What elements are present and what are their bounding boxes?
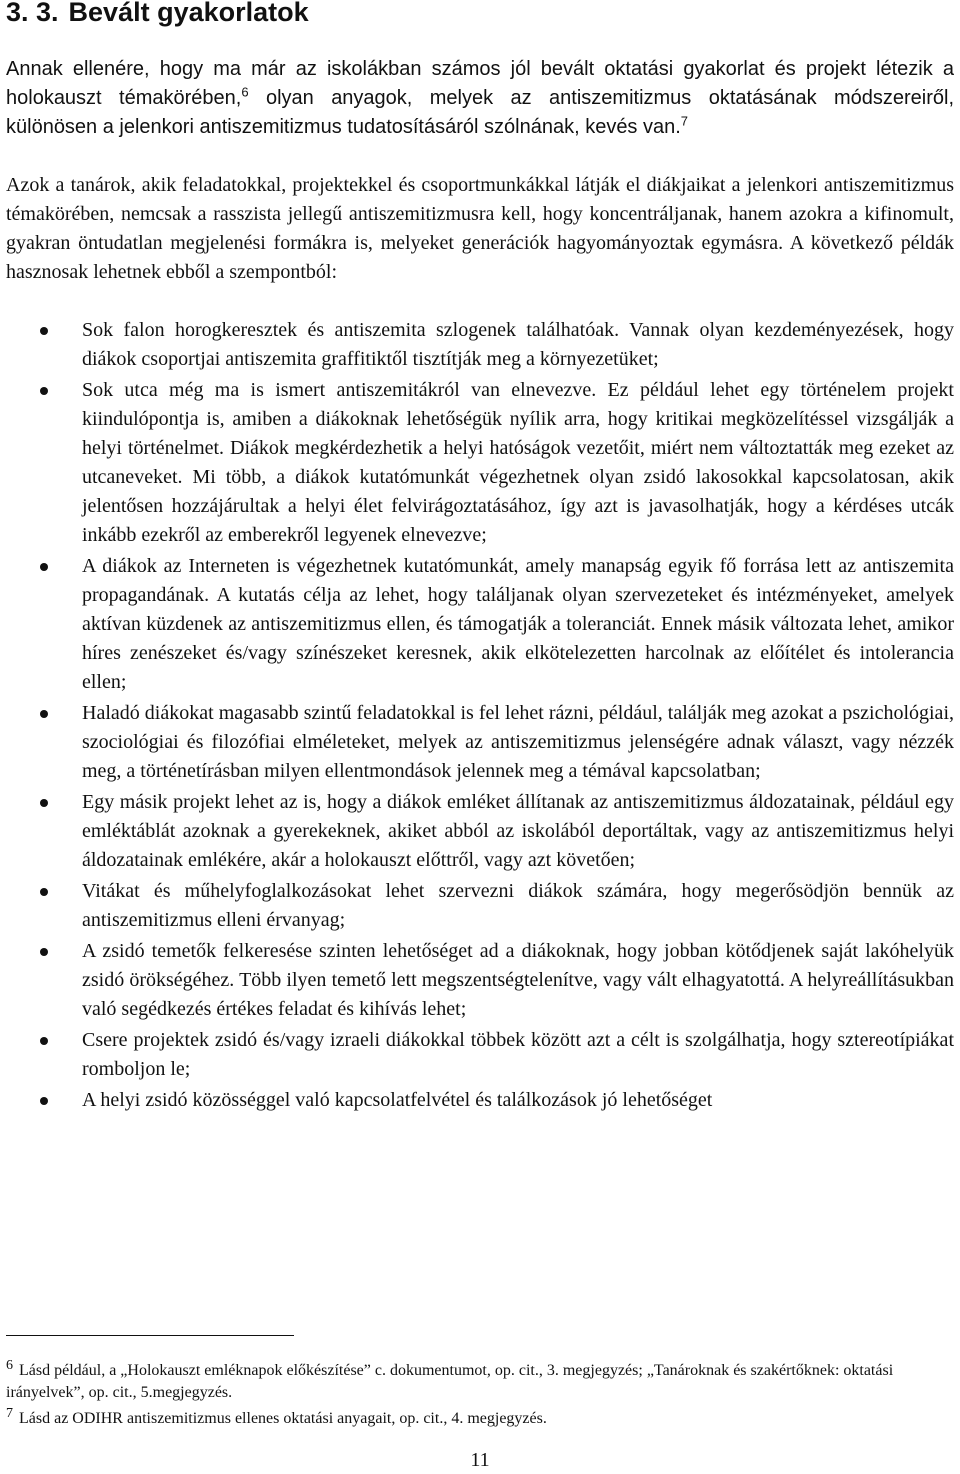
section-heading (6, 0, 309, 30)
footnote-divider (6, 1335, 294, 1336)
bullet-icon (40, 710, 48, 718)
bullet-icon (40, 888, 48, 896)
footnote-number: 6 (6, 1357, 13, 1373)
bullet-icon (40, 563, 48, 571)
bullet-icon (40, 1097, 48, 1105)
bullet-icon (40, 327, 48, 335)
list-item (0, 1086, 954, 1115)
body-paragraph: Azok a tanárok, akik feladatokkal, projektekkel és csoportmunkákkal látják el diákjaikat a jelenkori antiszemitizmus témakörében, nemcsak a rasszista jellegű antiszemitizmusra kell, hogy koncentráljanak, hanem azokra a kifinomult, gyakran öntudatlan megjelenési formákra is, melyeket generációk hagyományoztak egymásra. A következő példák hasznosak lehetnek ebből a szempontból: (6, 174, 954, 283)
list-item-text: Csere projektek zsidó és/vagy izraeli diákokkal többek között azt a célt is szolgálhatja, hogy sztereotípiákat romboljon le; (82, 1029, 954, 1080)
list-item (0, 552, 954, 697)
intro-text-continued: olyan anyagok, melyek az antiszemitizmus oktatásának módszereiről, különösen a jelenkori antiszemitizmus tudatosításáról szólnának, kevés van. (6, 87, 955, 138)
footnote-number: 7 (6, 1405, 13, 1421)
intro-text: Annak ellenére, hogy ma már az iskolákban számos jól bevált oktatási gyakorlat és projekt létezik a holokauszt témakörében, (6, 58, 954, 109)
list-item-text: A diákok az Interneten is végezhetnek kutatómunkát, amely manapság egyik fő forrása lett az antiszemita propagandának. A kutatás célja az lehet, hogy találjanak olyan szervezeteket és intézményeket, amelyek aktívan küzdenek az antiszemitizmus ellen, és támogatják a toleranciát. Ennek másik változata lehet, amikor híres zenészeket és/vagy színészeket keresnek, akik elkötelezetten harcolnak az előítélet és intolerancia ellen; (82, 555, 954, 693)
footnote-ref-6[interactable]: 6 (241, 84, 249, 100)
footnote-6 (6, 1357, 954, 1404)
list-item-text: Egy másik projekt lehet az is, hogy a diákok emléket állítanak az antiszemitizmus áldozatainak, például egy emléktáblát azoknak a gyerekeknek, akiket abból az iskolából deportáltak, vagy az antiszemitizmus helyi áldozatainak emlékére, akár a holokauszt előttről, vagy azt követően; (82, 791, 954, 871)
bullet-icon (40, 1037, 48, 1045)
list-item (0, 877, 954, 935)
bullet-icon (40, 948, 48, 956)
list-item-text: Sok utca még ma is ismert antiszemitákról van elnevezve. Ez például lehet egy történelem projekt kiindulópontja is, amiben a diákoknak lehetőségük nyílik arra, hogy kritikai megközelítéssel vizsgálják a helyi történelmet. Diákok megkérdezhetik a helyi hatóságok vezetőit, miért nem változtatták meg ezeket az utcaneveket. Mi több, a diákok kutatómunkát végezhetnek olyan zsidó lakosokkal kapcsolatosan, akik jelentősen hozzájárultak a helyi élet felvirágoztatásához, így azt is javasolhatják, hogy a kérdéses utcák inkább ezekről az emberekről legyenek elnevezve; (82, 379, 954, 546)
footnote-ref-7[interactable]: 7 (680, 113, 689, 129)
footnote-7 (6, 1405, 954, 1430)
list-item-text: Sok falon horogkeresztek és antiszemita szlogenek találhatóak. Vannak olyan kezdeményezések, hogy diákok csoportjai antiszemita graffitiktől tisztítják meg a környezetüket; (82, 319, 954, 370)
examples-list (0, 316, 954, 1117)
intro-paragraph (6, 55, 954, 142)
list-item (0, 937, 954, 1024)
list-item (0, 316, 954, 374)
list-item (0, 699, 954, 786)
list-item-text: A helyi zsidó közösséggel való kapcsolatfelvétel és találkozások jó lehetőséget (82, 1089, 713, 1111)
list-item-text: Vitákat és műhelyfoglalkozásokat lehet szervezni diákok számára, hogy megerősödjön bennük az antiszemitizmus elleni érvanyag; (82, 880, 954, 931)
list-item-text: Haladó diákokat magasabb szintű feladatokkal is fel lehet rázni, például, találják meg azokat a pszichológiai, szociológiai és filozófiai elméleteket, melyek az antiszemitizmus jelenségére adnak választ, vagy nézzék meg, a történetírásban milyen ellentmondások jelennek meg a témával kapcsolatban; (82, 702, 954, 782)
list-item (0, 376, 954, 550)
bullet-icon (40, 387, 48, 395)
section-title: Bevált gyakorlatok (68, 0, 309, 27)
footnote-text: Lásd például, a „Holokauszt emléknapok előkészítése” c. dokumentumot, op. cit., 3. megjegyzés; „Tanároknak és szakértőknek: oktatási irányelvek”, op. cit., 5.megjegyzés. (6, 1362, 894, 1401)
list-item (0, 1026, 954, 1084)
page-number: 11 (470, 1449, 490, 1471)
bullet-icon (40, 799, 48, 807)
footnote-text: Lásd az ODIHR antiszemitizmus ellenes oktatási anyagait, op. cit., 4. megjegyzés. (19, 1410, 547, 1427)
list-item-text: A zsidó temetők felkeresése szinten lehetőséget ad a diákoknak, hogy jobban kötődjenek saját lakóhelyük zsidó örökségéhez. Több ilyen temető lett megszentségtelenítve, vagy vált elhagyatottá. A helyreállításukban való segédkezés értékes feladat és kihívás lehet; (82, 940, 954, 1020)
section-number: 3. 3. (6, 0, 59, 27)
list-item (0, 788, 954, 875)
